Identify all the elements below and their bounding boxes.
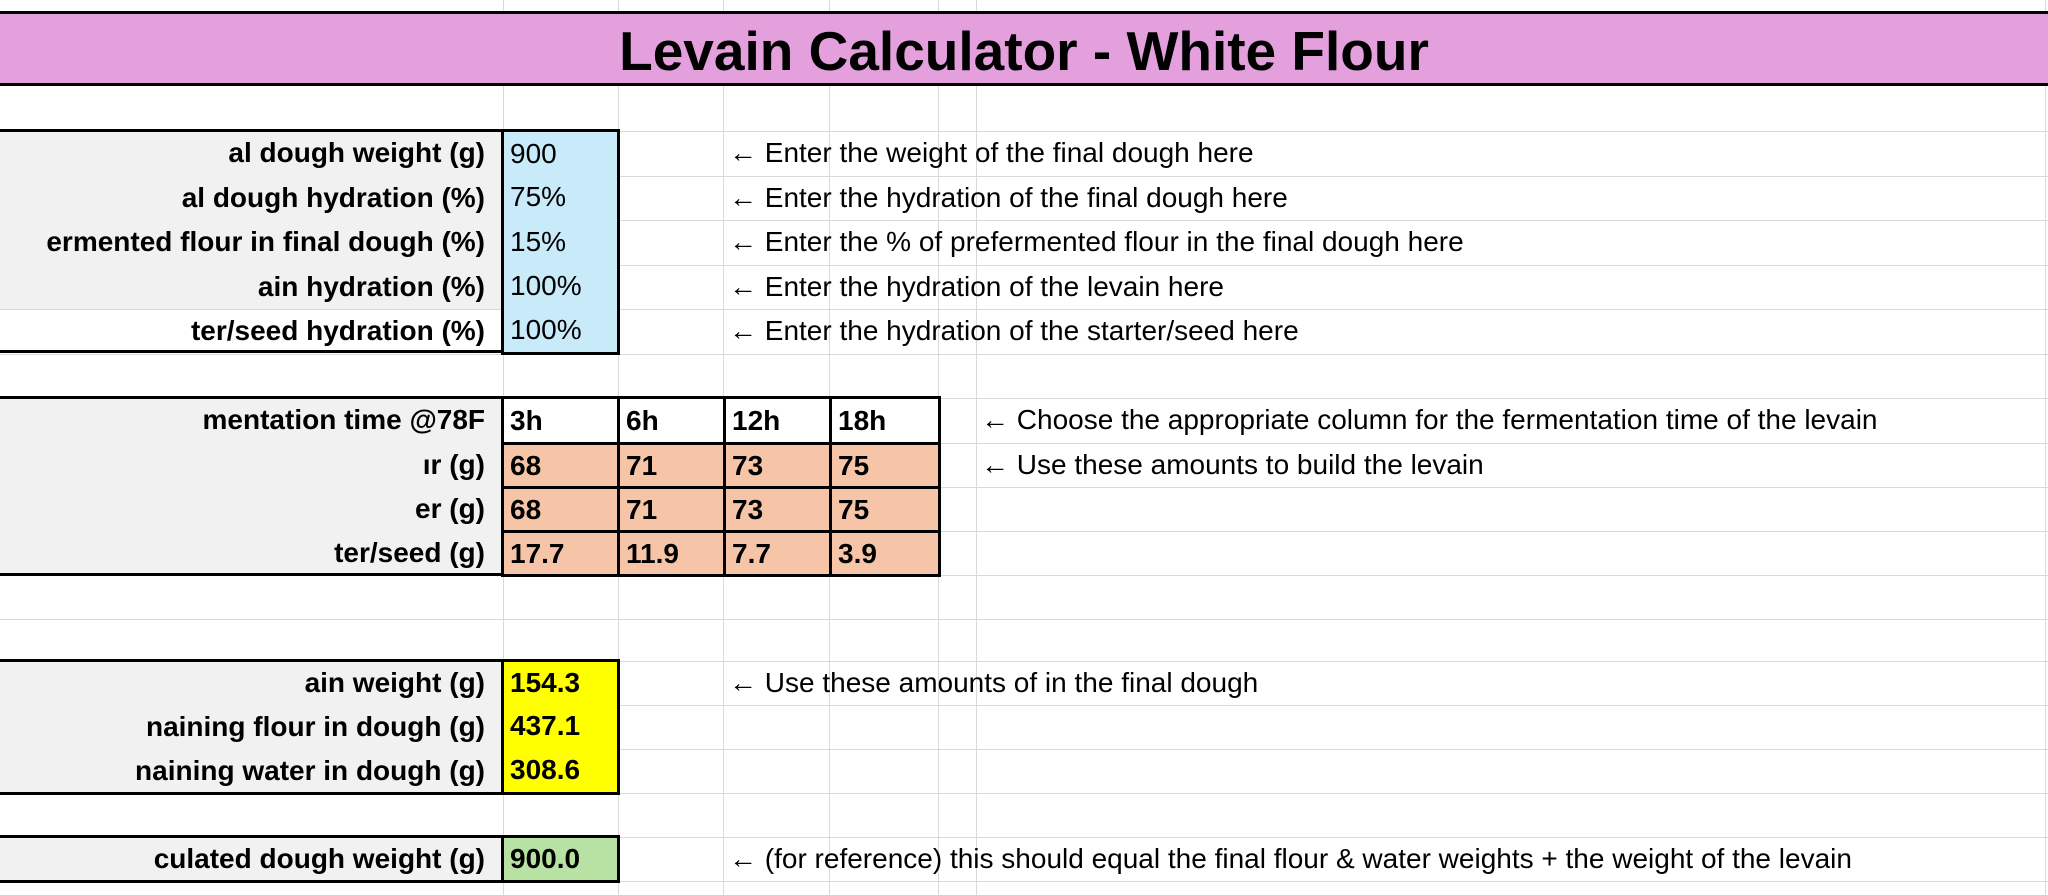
column-header-18h[interactable]: 18h	[829, 396, 941, 445]
input-label-preferment-pct: ermented flour in final dough (%)	[46, 226, 485, 257]
build-seed-18h[interactable]: 3.9	[829, 530, 941, 577]
preferment-pct-input[interactable]: 15%	[501, 219, 620, 267]
build-water-18h[interactable]: 75	[829, 486, 941, 533]
build-seed-3h[interactable]: 17.7	[501, 530, 620, 577]
build-label-fermentation-time: mentation time @78F	[202, 404, 485, 435]
note-calculated-weight: ← (for reference) this should equal the final flour & water weights + the weight of the levain	[729, 843, 1852, 874]
seed-hydration-input[interactable]: 100%	[501, 308, 620, 355]
check-label-border	[0, 835, 506, 883]
check-label: culated dough weight (g)	[0, 837, 503, 881]
build-seed-12h[interactable]: 7.7	[723, 530, 832, 577]
input-label-dough-hydration: al dough hydration (%)	[181, 182, 485, 213]
dough-weight-input[interactable]: 900	[501, 129, 620, 178]
build-flour-3h[interactable]: 68	[501, 442, 620, 489]
note-dough-weight: ← Enter the weight of the final dough here	[729, 137, 1254, 168]
note-build-levain: ← Use these amounts to build the levain	[981, 449, 1484, 480]
column-header-3h[interactable]: 3h	[501, 396, 620, 445]
final-label-remaining-water: naining water in dough (g)	[135, 755, 485, 786]
note-fermentation-column: ← Choose the appropriate column for the fermentation time of the levain	[981, 404, 1878, 435]
input-label-levain-hydration: ain hydration (%)	[257, 271, 485, 302]
build-flour-18h[interactable]: 75	[829, 442, 941, 489]
final-label-levain-weight: ain weight (g)	[304, 667, 485, 698]
levain-weight-result[interactable]: 154.3	[501, 659, 620, 707]
levain-hydration-input[interactable]: 100%	[501, 264, 620, 311]
note-preferment-pct: ← Enter the % of prefermented flour in the final dough here	[729, 226, 1464, 257]
build-water-12h[interactable]: 73	[723, 486, 832, 533]
build-seed-6h[interactable]: 11.9	[617, 530, 726, 577]
input-label-seed-hydration: ter/seed hydration (%)	[190, 315, 485, 346]
build-flour-6h[interactable]: 71	[617, 442, 726, 489]
remaining-water-result[interactable]: 308.6	[501, 748, 620, 795]
page-title: Levain Calculator - White Flour	[619, 20, 1429, 82]
note-seed-hydration: ← Enter the hydration of the starter/seed here	[729, 315, 1299, 346]
note-final-amounts: ← Use these amounts of in the final dough	[729, 667, 1259, 698]
input-label-dough-weight: al dough weight (g)	[228, 137, 485, 168]
title-banner	[0, 11, 2048, 86]
column-header-12h[interactable]: 12h	[723, 396, 832, 445]
build-label-water: er (g)	[415, 493, 485, 524]
build-flour-12h[interactable]: 73	[723, 442, 832, 489]
final-label-remaining-flour: naining flour in dough (g)	[145, 711, 485, 742]
note-dough-hydration: ← Enter the hydration of the final dough here	[729, 182, 1288, 213]
build-water-3h[interactable]: 68	[501, 486, 620, 533]
note-levain-hydration: ← Enter the hydration of the levain here	[729, 271, 1224, 302]
build-label-seed: ter/seed (g)	[334, 537, 485, 568]
build-water-6h[interactable]: 71	[617, 486, 726, 533]
dough-hydration-input[interactable]: 75%	[501, 175, 620, 222]
column-header-6h[interactable]: 6h	[617, 396, 726, 445]
calculated-dough-weight[interactable]: 900.0	[501, 835, 620, 883]
remaining-flour-result[interactable]: 437.1	[501, 704, 620, 751]
build-label-flour: ır (g)	[422, 449, 485, 480]
